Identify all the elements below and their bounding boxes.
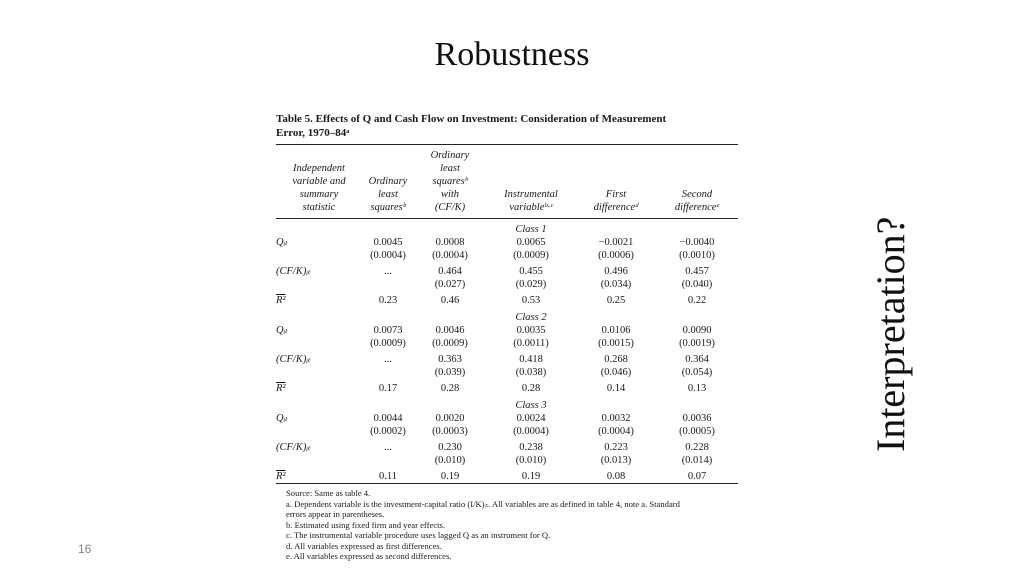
table-cell: 0.0046 [435,325,465,336]
table-body [276,223,738,483]
table-row [276,353,738,366]
table-cell: 0.08 [606,471,626,482]
table-cell: 0.25 [606,295,626,306]
table-cell: ... [384,266,392,277]
table-cell: −0.0021 [598,237,634,248]
table-cell: (0.038) [515,367,547,378]
table-cell: (0.0015) [598,338,634,349]
row-label: (CF/K)ᵢₜ [276,266,311,277]
table-cell: (0.010) [515,455,547,466]
slide-number: 16 [78,542,92,556]
table-cell: 0.238 [519,442,543,453]
table-cell: (0.0003) [432,426,468,437]
table-cell: (0.0019) [679,338,715,349]
table-note: a. Dependent variable is the investment-capital ratio (I/K)ᵢₜ. All variables are as defined in table 4, note a. Standard [286,498,680,509]
table-row [276,470,738,483]
table-row [276,278,738,291]
class-label: Class 3 [515,400,547,411]
header-instrumental-variable: Instrumental variableᵇ·ᶜ [504,189,558,213]
table-cell: 0.464 [438,266,462,277]
table-row [276,382,738,395]
table-row [276,337,738,350]
table-row [276,412,738,425]
table-cell: ... [384,354,392,365]
table-row [276,454,738,467]
row-label [276,249,362,262]
table-cell: (0.010) [434,455,466,466]
row-label: R² [276,295,286,306]
table-cell: 0.17 [378,383,398,394]
table-caption [276,112,738,140]
table-cell: (0.034) [600,279,632,290]
table-note: e. All variables expressed as second differences. [286,551,452,561]
table-cell: (0.0002) [370,426,406,437]
table-cell: (0.013) [600,455,632,466]
header-first-difference: First differenceᵈ [593,189,639,213]
table-cell: (0.054) [681,367,713,378]
table-cell: 0.19 [521,471,541,482]
row-label [276,425,362,438]
table-header-row [276,145,738,218]
table-row [276,324,738,337]
table-cell: 0.0032 [601,413,631,424]
table-cell: 0.22 [687,295,707,306]
table-cell [362,454,414,467]
table-cell: (0.014) [681,455,713,466]
table-cell: (0.0006) [598,250,634,261]
table-cell: ... [384,442,392,453]
table-cell: (0.0004) [598,426,634,437]
table-cell: (0.0009) [432,338,468,349]
table-cell: 0.07 [687,471,707,482]
table-cell: 0.53 [521,295,541,306]
row-label: R² [276,471,286,482]
table-cell: 0.363 [438,354,462,365]
table-cell: 0.0106 [601,325,631,336]
table-figure [276,112,738,576]
row-label [276,278,362,291]
table-cell: 0.28 [440,383,460,394]
side-note-interpretation: Interpretation? [868,216,913,452]
table-cell: 0.0035 [516,325,546,336]
table-note: b. Estimated using fixed firm and year effects. [286,519,446,530]
table-row [276,249,738,262]
table-cell: −0.0040 [679,237,715,248]
row-label [276,366,362,379]
table-cell: 0.13 [687,383,707,394]
table-cell: 0.268 [604,354,628,365]
table-cell: (0.039) [434,367,466,378]
row-label: (CF/K)ᵢₜ [276,354,311,365]
table-cell: 0.364 [685,354,709,365]
table-caption-line-1: Table 5. Effects of Q and Cash Flow on Investment: Consideration of Measurement [276,113,667,125]
row-label: Qᵢₜ [276,413,288,424]
table-cell: 0.0024 [516,413,546,424]
table-cell: 0.46 [440,295,460,306]
class-label: Class 2 [515,312,547,323]
table-cell: (0.046) [600,367,632,378]
header-independent-variable: Independent variable and summary statistic [292,163,346,213]
table-row [276,441,738,454]
table-cell [362,366,414,379]
table-cell: (0.040) [681,279,713,290]
table-cell: (0.0011) [513,338,549,349]
table-cell: 0.228 [685,442,709,453]
table-cell: (0.029) [515,279,547,290]
table-cell: 0.0073 [373,325,403,336]
table-cell: 0.0065 [516,237,546,248]
table-cell: 0.496 [604,266,628,277]
row-label: Qᵢₜ [276,325,288,336]
header-ols-cfk: Ordinary least squaresᵇ with (CF/K) [430,150,470,213]
slide-title: Robustness [434,36,590,73]
header-second-difference: Second differenceᵉ [674,189,720,213]
table-cell [362,278,414,291]
row-label [276,337,362,350]
table-cell: (0.0009) [513,250,549,261]
table-row [276,265,738,278]
table-cell: 0.230 [438,442,462,453]
table-cell: (0.0004) [513,426,549,437]
table-cell: 0.11 [379,471,397,482]
row-label: (CF/K)ᵢₜ [276,442,311,453]
table-cell: 0.0044 [373,413,403,424]
table-cell: (0.0005) [679,426,715,437]
table-note: c. The instrumental variable procedure uses lagged Q as an instrument for Q. [286,530,551,540]
table-cell: 0.418 [519,354,543,365]
table-caption-line-2: Error, 1970–84ᵃ [276,127,350,139]
table-cell: 0.457 [685,266,709,277]
table-cell: 0.23 [378,295,398,306]
table-row [276,366,738,379]
table-cell: 0.223 [604,442,628,453]
class-label: Class 1 [515,224,547,235]
row-label: R² [276,383,286,394]
table-notes [276,484,738,562]
table-row [276,294,738,307]
table-cell: 0.455 [519,266,543,277]
table-cell: 0.0008 [435,237,465,248]
table-cell: 0.0045 [373,237,403,248]
table-note: errors appear in parentheses. [286,509,385,519]
table-note: d. All variables expressed as first differences. [286,540,442,551]
table-cell: 0.0036 [682,413,712,424]
table-cell: 0.0020 [435,413,465,424]
row-label: Qᵢₜ [276,237,288,248]
table-cell: (0.0010) [679,250,715,261]
table-note: Source: Same as table 4. [286,488,371,498]
table-header-rule [276,218,738,219]
table-cell: (0.0009) [370,338,406,349]
row-label [276,454,362,467]
table-cell: 0.19 [440,471,460,482]
table-cell: (0.0004) [370,250,406,261]
table-cell: (0.0004) [432,250,468,261]
table-cell: (0.027) [434,279,466,290]
header-ols: Ordinary least squaresᵇ [368,176,408,213]
table-row [276,236,738,249]
table-cell: 0.0090 [682,325,712,336]
table-cell: 0.14 [606,383,626,394]
table-row [276,425,738,438]
table-cell: 0.28 [521,383,541,394]
